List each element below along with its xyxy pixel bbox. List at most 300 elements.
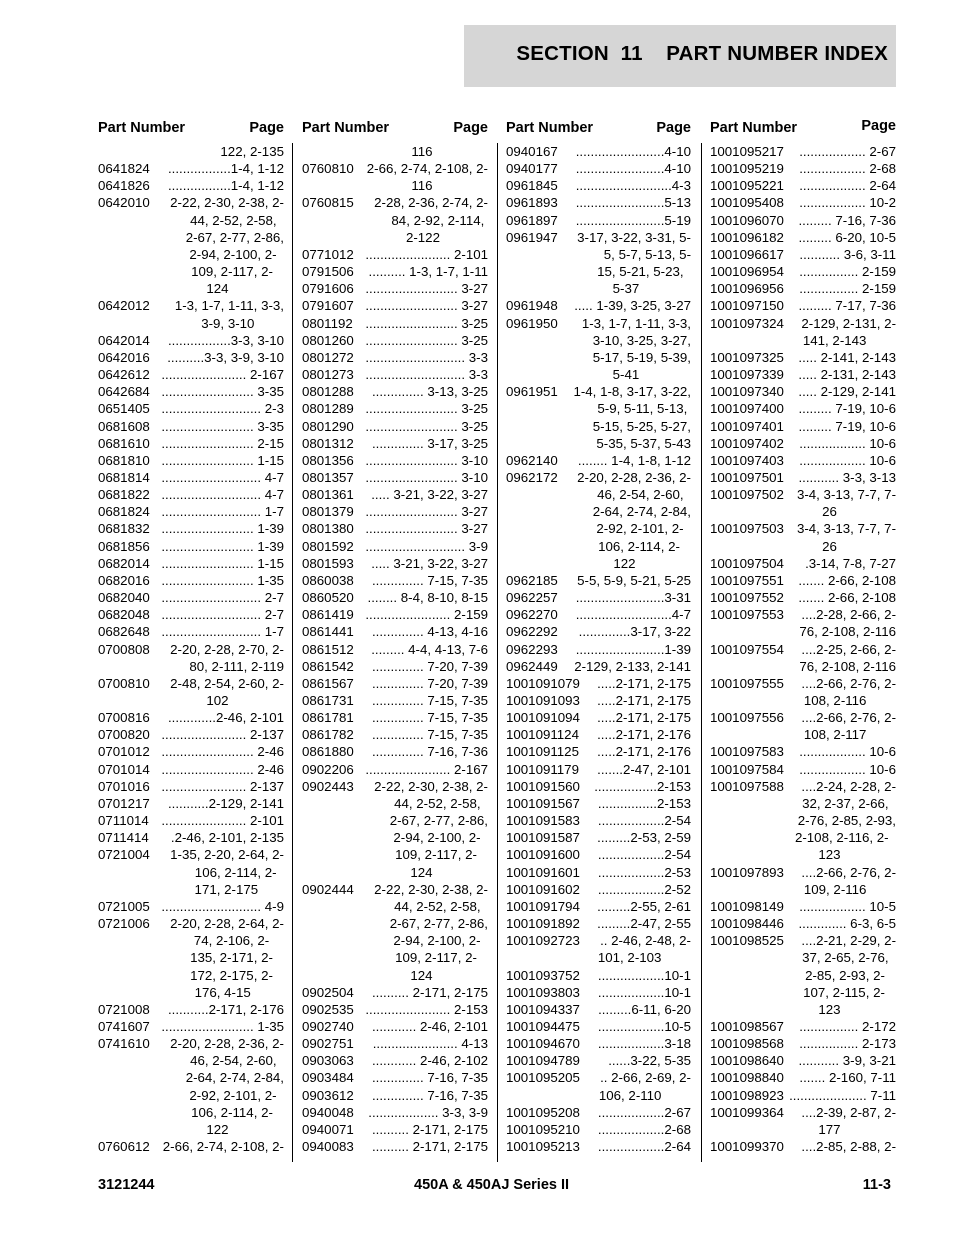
index-entry bbox=[302, 709, 488, 726]
index-entry bbox=[710, 1087, 896, 1104]
index-entry bbox=[710, 194, 896, 211]
page-references: 107, 2-115, 2- bbox=[803, 984, 896, 1000]
page-references: 3-10, 3-25, 3-27, bbox=[592, 332, 691, 348]
index-entry bbox=[710, 743, 896, 760]
index-entry bbox=[710, 212, 896, 229]
index-entry-continuation bbox=[506, 366, 691, 383]
index-entry bbox=[98, 383, 284, 400]
index-entry bbox=[98, 812, 284, 829]
page-references: 124 bbox=[410, 967, 488, 983]
index-entry-continuation bbox=[506, 332, 691, 349]
page-references: ..................2-67 bbox=[597, 1104, 691, 1120]
page-references: ....................... 2-101 bbox=[365, 246, 488, 262]
index-entry bbox=[506, 675, 691, 692]
page-references: .............. 7-16, 7-35 bbox=[371, 1087, 488, 1103]
page-references: .................1-4, 1-12 bbox=[167, 161, 284, 177]
page-references: 123 bbox=[818, 847, 896, 863]
index-entry bbox=[506, 761, 691, 778]
page-references: 5-9, 5-11, 5-13, bbox=[597, 401, 691, 417]
part-number: 0962140 bbox=[506, 452, 558, 468]
page-references: ..................2-54 bbox=[597, 813, 691, 829]
page-references: .................. 2-64 bbox=[799, 178, 896, 194]
index-entry bbox=[302, 297, 488, 314]
page-references: 32, 2-37, 2-66, bbox=[802, 795, 896, 811]
part-number: 0801192 bbox=[302, 315, 353, 331]
page-references: ................2-153 bbox=[597, 795, 691, 811]
part-number: 0681824 bbox=[98, 504, 150, 520]
index-entry bbox=[98, 435, 284, 452]
page-references: 108, 2-116 bbox=[803, 693, 896, 708]
page-references: 44, 2-52, 2-58, bbox=[394, 795, 488, 811]
page-references: 2-92, 2-101, 2- bbox=[189, 1087, 284, 1103]
page-references: ......................... 3-27 bbox=[365, 281, 488, 297]
page-references: 2-129, 2-133, 2-141 bbox=[574, 658, 691, 674]
index-entry-continuation bbox=[710, 623, 896, 640]
index-entry bbox=[506, 572, 691, 589]
page-references: .....2-171, 2-176 bbox=[597, 744, 691, 760]
index-entry bbox=[98, 743, 284, 760]
index-entry bbox=[506, 829, 691, 846]
part-number: 1001097339 bbox=[710, 367, 784, 383]
part-number: 1001097893 bbox=[710, 864, 784, 880]
page-references: .................. 2-68 bbox=[799, 161, 896, 177]
page-references: 135, 2-171, 2- bbox=[190, 950, 284, 966]
part-number: 0801379 bbox=[302, 504, 354, 520]
column-divider bbox=[292, 143, 293, 1162]
part-number: 0641824 bbox=[98, 161, 150, 177]
part-number: 0902535 bbox=[302, 1001, 354, 1017]
part-number: 1001097503 bbox=[710, 521, 784, 537]
index-entry-continuation bbox=[98, 315, 284, 332]
index-entry bbox=[98, 194, 284, 211]
page-references: .............. 7-16, 7-36 bbox=[371, 744, 488, 760]
index-entry bbox=[98, 709, 284, 726]
index-entry bbox=[98, 538, 284, 555]
page-references: ...........2-129, 2-141 bbox=[167, 795, 284, 811]
index-entry-continuation bbox=[710, 829, 896, 846]
page-references: 109, 2-117, 2- bbox=[191, 264, 284, 280]
page-references: 44, 2-52, 2-58, bbox=[190, 212, 284, 228]
page-references: 2-66, 2-74, 2-108, 2- bbox=[366, 161, 488, 177]
page-references: 171, 2-175 bbox=[194, 881, 284, 897]
index-entry bbox=[302, 1018, 488, 1035]
part-number: 1001095205 bbox=[506, 1070, 580, 1086]
part-number: 1001097402 bbox=[710, 435, 784, 451]
part-number: 1001096617 bbox=[710, 246, 784, 262]
page-references: ......... 7-16, 7-36 bbox=[798, 212, 896, 228]
index-entry bbox=[98, 400, 284, 417]
index-entry-continuation bbox=[98, 984, 284, 1001]
page-references: ......................... 3-25 bbox=[365, 332, 488, 348]
page-references: ......... 4-4, 4-13, 7-6 bbox=[371, 641, 488, 657]
part-number: 1001097555 bbox=[710, 675, 784, 691]
part-number: 0700810 bbox=[98, 675, 150, 691]
part-number: 1001095208 bbox=[506, 1104, 580, 1120]
part-number: 0681610 bbox=[98, 435, 150, 451]
page-references: 2-94, 2-100, 2- bbox=[393, 933, 488, 949]
part-number: 0651405 bbox=[98, 401, 150, 417]
index-entry bbox=[710, 229, 896, 246]
column-heading bbox=[302, 118, 488, 143]
index-entry-continuation bbox=[98, 658, 284, 675]
part-number: 0701014 bbox=[98, 761, 150, 777]
part-number: 1001096182 bbox=[710, 229, 784, 245]
index-entry bbox=[506, 212, 691, 229]
index-entry-continuation bbox=[710, 692, 896, 709]
index-entry bbox=[710, 1104, 896, 1121]
part-number: 0861542 bbox=[302, 658, 354, 674]
index-entry bbox=[506, 743, 691, 760]
part-number: 0940083 bbox=[302, 1139, 354, 1155]
page-references: 37, 2-65, 2-76, bbox=[802, 950, 896, 966]
index-entry bbox=[710, 280, 896, 297]
page-references: ........ 1-4, 1-8, 1-12 bbox=[577, 452, 691, 468]
index-entry bbox=[302, 349, 488, 366]
index-entry bbox=[98, 1035, 284, 1052]
column-divider bbox=[497, 143, 498, 1162]
index-entry bbox=[98, 1138, 284, 1155]
index-entry-continuation bbox=[506, 503, 691, 520]
column-heading bbox=[98, 118, 284, 143]
part-number: 0791606 bbox=[302, 281, 354, 297]
page-references: .............. 7-20, 7-39 bbox=[371, 658, 488, 674]
part-number: 1001095221 bbox=[710, 178, 784, 194]
index-entry bbox=[302, 332, 488, 349]
part-number: 1001097583 bbox=[710, 744, 784, 760]
part-number: 0962185 bbox=[506, 572, 558, 588]
index-entry bbox=[98, 452, 284, 469]
page-heading: Page bbox=[249, 120, 284, 136]
index-entry bbox=[98, 520, 284, 537]
part-number: 0701016 bbox=[98, 778, 150, 794]
page-references: ..........................4-7 bbox=[575, 607, 691, 623]
index-entry-continuation bbox=[506, 246, 691, 263]
page-references: .................. 10-5 bbox=[799, 898, 896, 914]
page-references: 123 bbox=[818, 1001, 896, 1017]
part-number: 0861781 bbox=[302, 710, 354, 726]
part-number: 1001097324 bbox=[710, 315, 784, 331]
part-number: 1001096070 bbox=[710, 212, 784, 228]
page-references: 26 bbox=[822, 538, 896, 554]
index-entry bbox=[302, 623, 488, 640]
part-number: 0642012 bbox=[98, 298, 150, 314]
part-number: 0861880 bbox=[302, 744, 354, 760]
index-entry bbox=[506, 709, 691, 726]
index-entry-continuation bbox=[98, 280, 284, 297]
index-entry-continuation bbox=[98, 246, 284, 263]
index-entry-continuation bbox=[98, 1052, 284, 1069]
page-references: ....2-39, 2-87, 2- bbox=[801, 1104, 896, 1120]
index-entry-continuation bbox=[710, 726, 896, 743]
part-number: 0721004 bbox=[98, 847, 150, 863]
index-entry-continuation bbox=[98, 864, 284, 881]
page-references: ....... 2-160, 7-11 bbox=[799, 1070, 896, 1086]
index-entry bbox=[710, 1069, 896, 1086]
index-entry-continuation bbox=[98, 1104, 284, 1121]
page-references: 2-108, 2-116, 2- bbox=[794, 830, 896, 846]
page-references: 116 bbox=[411, 144, 488, 159]
part-number: 0902206 bbox=[302, 761, 354, 777]
part-number: 0642612 bbox=[98, 367, 150, 383]
index-entry bbox=[710, 297, 896, 314]
part-number: 1001097552 bbox=[710, 590, 784, 606]
part-number: 0642014 bbox=[98, 332, 150, 348]
index-entry bbox=[506, 177, 691, 194]
index-entry bbox=[302, 743, 488, 760]
index-entry bbox=[506, 160, 691, 177]
index-entry bbox=[302, 486, 488, 503]
index-entry bbox=[710, 589, 896, 606]
index-entry bbox=[302, 572, 488, 589]
page-references: ....2-28, 2-66, 2- bbox=[801, 607, 896, 623]
part-number: 0962270 bbox=[506, 607, 558, 623]
page-references: ..............3-17, 3-22 bbox=[578, 624, 691, 640]
index-entry bbox=[710, 932, 896, 949]
index-entry bbox=[506, 692, 691, 709]
index-entry-continuation bbox=[506, 263, 691, 280]
index-entry bbox=[98, 589, 284, 606]
page-references: .............. 4-13, 4-16 bbox=[371, 624, 488, 640]
part-number: 1001091093 bbox=[506, 693, 580, 708]
page-references: 1-3, 1-7, 1-11, 3-3, bbox=[581, 315, 691, 331]
index-entry bbox=[302, 280, 488, 297]
part-number: 0791506 bbox=[302, 264, 354, 280]
part-number: 0711014 bbox=[98, 813, 149, 829]
index-entry-continuation bbox=[710, 658, 896, 675]
index-entry bbox=[302, 503, 488, 520]
page-references: ..................2-53 bbox=[597, 864, 691, 880]
index-entry-continuation bbox=[98, 881, 284, 898]
page-references: ......................... 3-27 bbox=[365, 298, 488, 314]
index-entry bbox=[710, 160, 896, 177]
page-references: ..................10-1 bbox=[597, 984, 691, 1000]
part-number: 0641826 bbox=[98, 178, 150, 194]
page-references: ....................... 2-137 bbox=[161, 727, 284, 743]
column-heading bbox=[710, 118, 896, 143]
page-references: ............ 2-46, 2-102 bbox=[371, 1053, 488, 1069]
part-number: 1001098567 bbox=[710, 1018, 784, 1034]
page-references: ....2-66, 2-76, 2- bbox=[801, 675, 896, 691]
part-number: 0791607 bbox=[302, 298, 354, 314]
page-references: ......................... 2-15 bbox=[161, 435, 284, 451]
page-references: ....2-85, 2-88, 2- bbox=[801, 1139, 896, 1155]
page-references: .....2-171, 2-176 bbox=[597, 727, 691, 743]
index-entry-continuation bbox=[98, 932, 284, 949]
page-references: 5-15, 5-25, 5-27, bbox=[592, 418, 691, 434]
page-references: 2-85, 2-93, 2- bbox=[805, 967, 896, 983]
part-number: 0961893 bbox=[506, 195, 558, 211]
page-references: ..................2-52 bbox=[597, 881, 691, 897]
part-number: 1001098446 bbox=[710, 916, 784, 932]
part-number: 0861512 bbox=[302, 641, 354, 657]
part-number: 0771012 bbox=[302, 246, 354, 262]
index-entry bbox=[302, 435, 488, 452]
page-references: ......................... 1-35 bbox=[161, 1018, 284, 1034]
part-number-heading: Part Number bbox=[710, 120, 798, 136]
part-number: 0940177 bbox=[506, 161, 558, 177]
page-references: .............. 7-20, 7-39 bbox=[371, 675, 488, 691]
index-entry bbox=[98, 418, 284, 435]
page-references: ........................... 2-7 bbox=[161, 590, 284, 606]
index-entry bbox=[98, 555, 284, 572]
part-number: 0682048 bbox=[98, 607, 150, 623]
index-entry bbox=[98, 606, 284, 623]
index-entry-continuation bbox=[302, 829, 488, 846]
page-references: 74, 2-106, 2- bbox=[193, 933, 284, 949]
page-references: .........2-55, 2-61 bbox=[597, 898, 691, 914]
index-entry bbox=[302, 658, 488, 675]
page-references: 2-67, 2-77, 2-86, bbox=[185, 229, 284, 245]
index-entry bbox=[710, 366, 896, 383]
index-entry bbox=[302, 366, 488, 383]
part-number: 0642010 bbox=[98, 195, 150, 211]
section-header-box bbox=[464, 25, 896, 87]
page-references: .....2-171, 2-175 bbox=[597, 710, 691, 726]
part-number: 1001097551 bbox=[710, 572, 784, 588]
page-references: .................1-4, 1-12 bbox=[167, 178, 284, 194]
index-entry bbox=[302, 1001, 488, 1018]
part-number: 0701217 bbox=[98, 795, 150, 811]
index-entry bbox=[98, 795, 284, 812]
index-entry bbox=[302, 263, 488, 280]
page-references: 2-94, 2-100, 2- bbox=[189, 246, 284, 262]
page-references: ....................... 2-153 bbox=[365, 1001, 488, 1017]
part-number: 0801361 bbox=[302, 487, 354, 503]
index-entry-continuation bbox=[506, 538, 691, 555]
page-references: 5-37 bbox=[612, 281, 691, 297]
index-entry-continuation bbox=[506, 349, 691, 366]
index-entry bbox=[710, 486, 896, 503]
column-heading bbox=[506, 118, 691, 143]
page-references: 1-35, 2-20, 2-64, 2- bbox=[170, 847, 284, 863]
index-entry bbox=[302, 606, 488, 623]
page-references: .................. 2-67 bbox=[799, 144, 896, 159]
index-entry-continuation bbox=[710, 984, 896, 1001]
page-references: .............. 7-15, 7-35 bbox=[371, 572, 488, 588]
page-references: .........6-11, 6-20 bbox=[598, 1001, 691, 1017]
page-references: ..................2-64 bbox=[597, 1139, 691, 1155]
page-references: 5-35, 5-37, 5-43 bbox=[596, 435, 691, 451]
page-references: 5-5, 5-9, 5-21, 5-25 bbox=[577, 572, 691, 588]
page-references: ......................... 3-27 bbox=[365, 521, 488, 537]
part-number: 0760612 bbox=[98, 1139, 150, 1155]
page-references: ....2-66, 2-76, 2- bbox=[801, 710, 896, 726]
page-references: ........................... 4-7 bbox=[161, 487, 284, 503]
part-number: 1001094475 bbox=[506, 1018, 580, 1034]
index-entry bbox=[710, 315, 896, 332]
index-entry bbox=[506, 1104, 691, 1121]
part-number: 0902751 bbox=[302, 1036, 354, 1052]
index-entry bbox=[302, 143, 488, 160]
part-number: 0903063 bbox=[302, 1053, 354, 1069]
index-entry bbox=[506, 606, 691, 623]
index-entry-continuation bbox=[506, 486, 691, 503]
page-references: .............2-46, 2-101 bbox=[167, 710, 284, 726]
part-number: 0962449 bbox=[506, 658, 558, 674]
index-entry bbox=[710, 349, 896, 366]
page-references: ...........2-171, 2-176 bbox=[167, 1001, 284, 1017]
part-number: 0681608 bbox=[98, 418, 150, 434]
page-references: 3-4, 3-13, 7-7, 7- bbox=[796, 487, 896, 503]
page-references: 109, 2-116 bbox=[803, 881, 896, 897]
page-references: ..................... 7-11 bbox=[789, 1087, 896, 1103]
page-references: ........................4-10 bbox=[575, 144, 691, 159]
index-rows bbox=[506, 143, 691, 1155]
page-references: ....... 2-66, 2-108 bbox=[798, 590, 896, 606]
page-references: ..................2-68 bbox=[597, 1121, 691, 1137]
index-entry bbox=[710, 418, 896, 435]
part-number: 1001091601 bbox=[506, 864, 580, 880]
page-references: 2-64, 2-74, 2-84, bbox=[185, 1070, 284, 1086]
page-references: ..... 3-21, 3-22, 3-27 bbox=[371, 555, 488, 571]
page-references: .............. 7-15, 7-35 bbox=[371, 710, 488, 726]
part-number: 1001091560 bbox=[506, 778, 580, 794]
index-entry-continuation bbox=[98, 1069, 284, 1086]
part-number: 1001097501 bbox=[710, 469, 784, 485]
page-references: .................3-3, 3-10 bbox=[167, 332, 284, 348]
index-entry-continuation bbox=[710, 1121, 896, 1138]
part-number: 0940048 bbox=[302, 1104, 354, 1120]
page-references: ....................... 2-137 bbox=[161, 778, 284, 794]
page-references: 76, 2-108, 2-116 bbox=[799, 658, 896, 674]
part-number: 1001093803 bbox=[506, 984, 580, 1000]
index-rows bbox=[98, 143, 284, 1155]
page-references: 46, 2-54, 2-60, bbox=[190, 1053, 284, 1069]
part-number: 1001098525 bbox=[710, 933, 784, 949]
part-number: 0961947 bbox=[506, 229, 558, 245]
index-entry bbox=[302, 641, 488, 658]
page-references: 76, 2-108, 2-116 bbox=[799, 624, 896, 640]
part-number: 1001096954 bbox=[710, 264, 784, 280]
page-references: ......................... 3-10 bbox=[365, 469, 488, 485]
part-number: 0903484 bbox=[302, 1070, 354, 1086]
index-entry bbox=[506, 452, 691, 469]
part-number: 1001096956 bbox=[710, 281, 784, 297]
page-references: ......................... 3-35 bbox=[161, 418, 284, 434]
index-column-3 bbox=[506, 118, 691, 1155]
page-references: ........................... 1-7 bbox=[161, 624, 284, 640]
index-entry bbox=[302, 418, 488, 435]
index-entry bbox=[302, 675, 488, 692]
page-references: 1-3, 1-7, 1-11, 3-3, bbox=[174, 298, 284, 314]
index-entry bbox=[710, 143, 896, 160]
part-number: 0801290 bbox=[302, 418, 354, 434]
part-number: 0700816 bbox=[98, 710, 150, 726]
index-entry-continuation bbox=[710, 949, 896, 966]
part-number: 0741607 bbox=[98, 1018, 150, 1034]
page-references: ........................... 4-9 bbox=[161, 898, 284, 914]
index-rows bbox=[710, 143, 896, 1155]
part-number: 1001094337 bbox=[506, 1001, 580, 1017]
part-number: 0642016 bbox=[98, 349, 150, 365]
index-entry bbox=[506, 1069, 691, 1086]
index-entry-continuation bbox=[302, 846, 488, 863]
index-entry bbox=[710, 898, 896, 915]
part-number: 0801289 bbox=[302, 401, 354, 417]
page-references: 2-122 bbox=[405, 229, 488, 245]
part-number: 0861782 bbox=[302, 727, 354, 743]
page-references: ........................3-31 bbox=[575, 590, 691, 606]
part-number: 0681814 bbox=[98, 469, 150, 485]
part-number-heading: Part Number bbox=[302, 120, 390, 136]
page-references: 2-22, 2-30, 2-38, 2- bbox=[170, 195, 284, 211]
index-entry bbox=[98, 332, 284, 349]
index-entry-continuation bbox=[302, 177, 488, 194]
part-number-heading: Part Number bbox=[506, 120, 594, 136]
index-entry-continuation bbox=[710, 812, 896, 829]
part-number: 0861419 bbox=[302, 607, 354, 623]
page-references: .........2-47, 2-55 bbox=[597, 916, 691, 932]
